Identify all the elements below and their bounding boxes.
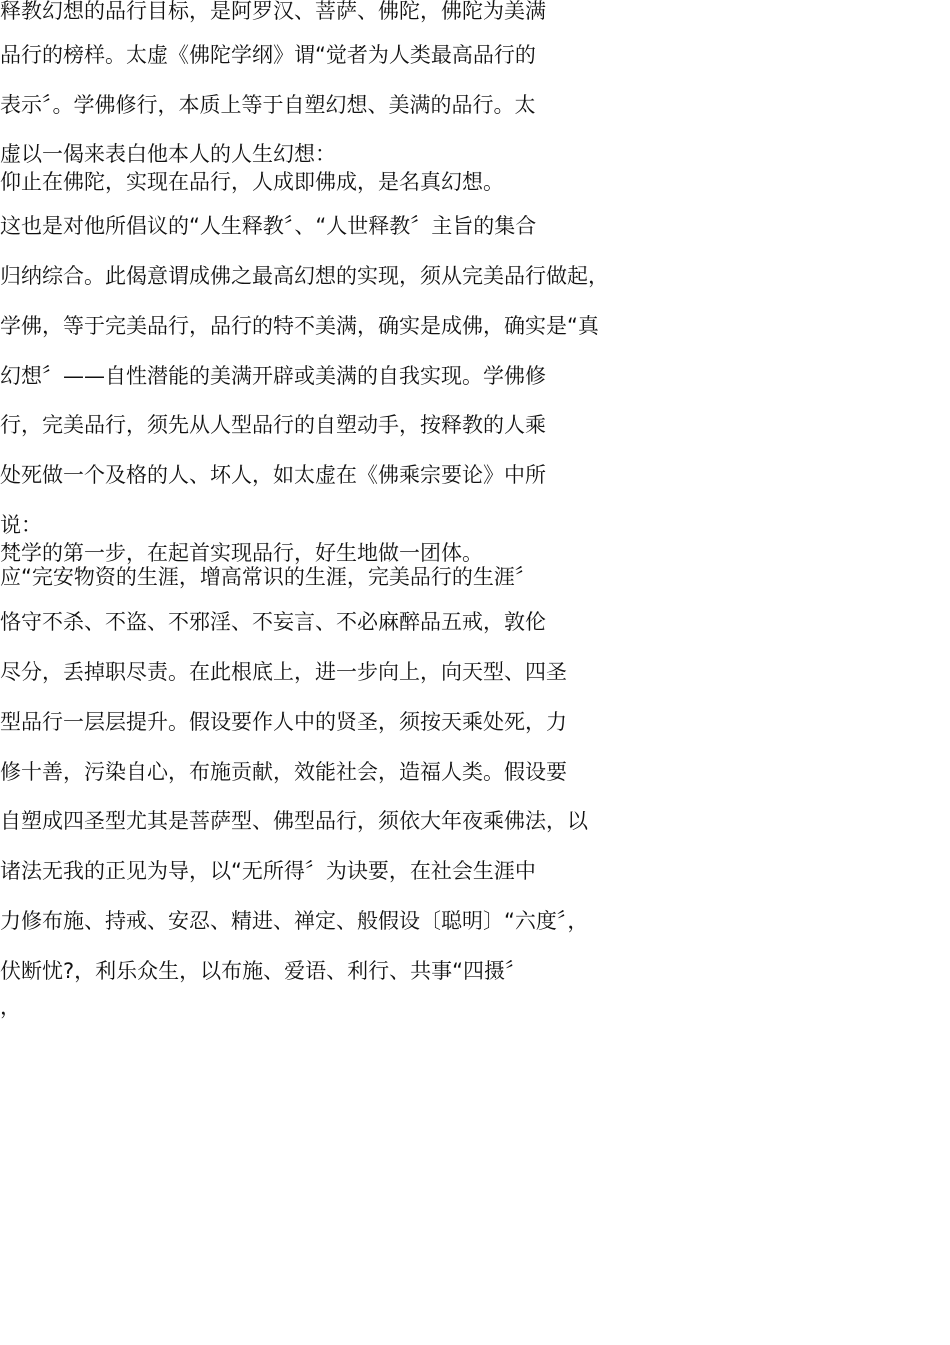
text-line: 诸法无我的正见为导，以“无所得〞为诀要，在社会生涯中 bbox=[0, 859, 536, 883]
text-line: 伏断忧?，利乐众生，以布施、爱语、利行、共事“四摄〞 bbox=[0, 959, 527, 983]
text-line: 虚以一偈来表白他本人的人生幻想： bbox=[0, 142, 336, 166]
text-line: 归纳综合。此偈意谓成佛之最高幻想的实现，须从完美品行做起， bbox=[0, 264, 609, 288]
text-line: 说： bbox=[0, 513, 42, 537]
text-line: 处死做一个及格的人、坏人，如太虚在《佛乘宗要论》中所 bbox=[0, 463, 546, 487]
text-line: 表示〞。学佛修行，本质上等于自塑幻想、美满的品行。太 bbox=[0, 93, 536, 117]
text-line: 尽分，丢掉职尽责。在此根底上，进一步向上，向天型、四圣 bbox=[0, 660, 567, 684]
text-line: 修十善，污染自心，布施贡献，效能社会，造福人类。假设要 bbox=[0, 760, 567, 784]
text-line: 型品行一层层提升。假设要作人中的贤圣，须按天乘处死，力 bbox=[0, 710, 567, 734]
text-line: 力修布施、持戒、安忍、精进、禅定、般假设〔聪明〕“六度〞， bbox=[0, 909, 589, 933]
text-line: 行，完美品行，须先从人型品行的自塑动手，按释教的人乘 bbox=[0, 413, 546, 437]
text-line: ， bbox=[0, 995, 21, 1019]
text-line: 这也是对他所倡议的“人生释教〞、“人世释教〞主旨的集合 bbox=[0, 214, 537, 238]
text-line: 释教幻想的品行目标，是阿罗汉、菩萨、佛陀，佛陀为美满 bbox=[0, 0, 546, 23]
text-line: 幻想〞——自性潜能的美满开辟或美满的自我实现。学佛修 bbox=[0, 364, 546, 388]
text-line: 恪守不杀、不盗、不邪淫、不妄言、不必麻醉品五戒，敦伦 bbox=[0, 610, 546, 634]
text-line: 梵学的第一步，在起首实现品行，好生地做一团体。 bbox=[0, 541, 483, 565]
text-line: 自塑成四圣型尤其是菩萨型、佛型品行，须依大年夜乘佛法，以 bbox=[0, 809, 588, 833]
text-line: 品行的榜样。太虚《佛陀学纲》谓“觉者为人类最高品行的 bbox=[0, 43, 536, 67]
text-line: 应“完安物资的生涯，增高常识的生涯，完美品行的生涯〞 bbox=[0, 565, 536, 589]
text-line: 学佛，等于完美品行，品行的特不美满，确实是成佛，确实是“真 bbox=[0, 314, 599, 338]
text-line: 仰止在佛陀，实现在品行，人成即佛成，是名真幻想。 bbox=[0, 170, 504, 194]
